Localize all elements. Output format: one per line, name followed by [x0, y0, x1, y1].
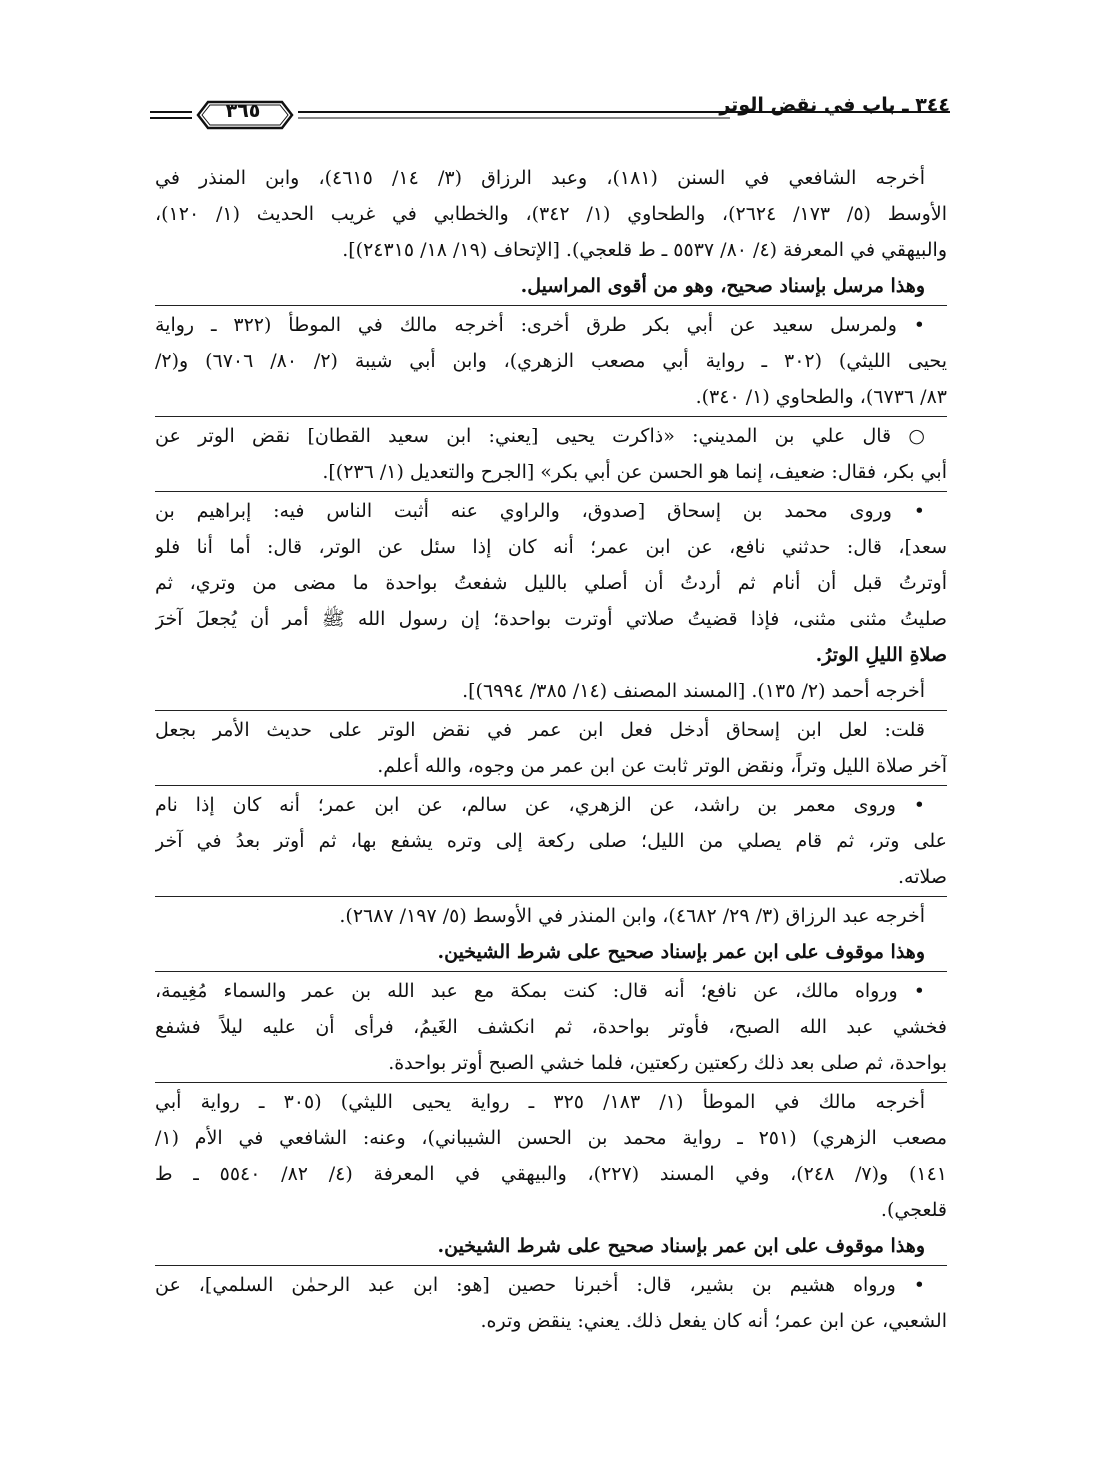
separator — [155, 416, 947, 417]
text-line: • وروى معمر بن راشد، عن الزهري، عن سالم، عن ابن عمر؛ أنه كان إذا نام — [155, 794, 925, 816]
separator — [155, 785, 947, 786]
paragraph — [155, 973, 947, 1081]
separator — [155, 1265, 947, 1266]
separator — [155, 896, 947, 897]
chapter-title: ٣٤٤ ـ باب في نقض الوتر — [719, 94, 950, 116]
verdict-line — [155, 934, 947, 970]
text-line: صلاته. — [898, 866, 947, 888]
text-line: بواحدة، ثم صلى بعد ذلك ركعتين ركعتين، فلما خشي الصبح أوتر بواحدة. — [388, 1052, 947, 1074]
separator — [155, 710, 947, 711]
text-line: ٨٣/ ٦٧٣٦)، والطحاوي (١/ ٣٤٠). — [695, 386, 947, 408]
separator — [155, 491, 947, 492]
text-line: • ولمرسل سعيد عن أبي بكر طرق أخرى: أخرجه مالك في الموطأ (٣٢٢ ـ رواية — [155, 314, 925, 336]
text-line: قلعجي). — [880, 1199, 947, 1221]
text-line: مصعب الزهري) (٢٥١ ـ رواية محمد بن الحسن الشيباني)، وعنه: الشافعي في الأم (١/ — [155, 1127, 947, 1149]
text-line: على وتر، ثم قام يصلي من الليل؛ صلى ركعة إلى وتره يشفع بها، ثم أوتر بعدُ في آخر — [155, 830, 947, 852]
text-line: أخرجه عبد الرزاق (٣/ ٢٩/ ٤٦٨٢)، وابن المنذر في الأوسط (٥/ ١٩٧/ ٢٦٨٧). — [339, 905, 925, 927]
text-line: آخر صلاة الليل وتراً، ونقض الوتر ثابت عن ابن عمر من وجوه، والله أعلم. — [377, 755, 947, 777]
paragraph — [155, 418, 947, 490]
paragraph — [155, 1267, 947, 1339]
paragraph — [155, 1084, 947, 1228]
text-line: • ورواه مالك، عن نافع؛ أنه قال: كنت بمكة مع عبد الله بن عمر والسماء مُغِيمة، — [155, 980, 925, 1002]
page-body — [155, 160, 947, 1339]
page-header — [150, 88, 950, 138]
paragraph — [155, 673, 947, 709]
text-line: أخرجه أحمد (٢/ ١٣٥). [المسند المصنف (١٤/ ٣٨٥/ ٦٩٩٤)]. — [462, 680, 925, 702]
page-number: ٣٦٥ — [225, 100, 261, 122]
text-line: أخرجه الشافعي في السنن (١٨١)، وعبد الرزاق (٣/ ١٤/ ٤٦١٥)، وابن المنذر في — [155, 167, 925, 189]
text-line: وهذا موقوف على ابن عمر بإسناد صحيح على شرط الشيخين. — [437, 941, 925, 963]
paragraph — [155, 712, 947, 784]
text-line: سعد]، قال: حدثني نافع، عن ابن عمر؛ أنه كان إذا سئل عن الوتر، قال: أما أنا فلو — [155, 536, 947, 558]
text-line: ○ قال علي بن المديني: «ذاكرت يحيى [يعني: ابن سعيد القطان] نقض الوتر عن — [155, 425, 925, 447]
text-line: وهذا مرسل بإسناد صحيح، وهو من أقوى المراسيل. — [520, 275, 925, 297]
paragraph — [155, 160, 947, 268]
text-line: الأوسط (٥/ ١٧٣/ ٢٦٢٤)، والطحاوي (١/ ٣٤٢)، والخطابي في غريب الحديث (١/ ١٢٠)، — [155, 203, 947, 225]
text-line: أوترتُ قبل أن أنام ثم أردتُ أن أصلي بالليل شفعتُ بواحدة ما مضى من وتري، ثم — [155, 572, 947, 594]
text-line: صلاةِ الليلِ الوترُ. — [815, 644, 947, 666]
text-line: أخرجه مالك في الموطأ (١/ ١٨٣/ ٣٢٥ ـ رواية يحيى الليثي) (٣٠٥ ـ رواية أبي — [155, 1091, 925, 1113]
separator — [155, 971, 947, 972]
text-line: ١٤١) و(٧/ ٢٤٨)، وفي المسند (٢٢٧)، والبيهقي في المعرفة (٤/ ٨٢/ ٥٥٤٠ ـ ط — [155, 1163, 947, 1185]
text-line: • وروى محمد بن إسحاق [صدوق، والراوي عنه أثبت الناس فيه: إبراهيم بن — [155, 500, 925, 522]
separator — [155, 305, 947, 306]
verdict-line — [155, 268, 947, 304]
paragraph — [155, 493, 947, 673]
paragraph — [155, 307, 947, 415]
paragraph — [155, 898, 947, 934]
verdict-line — [155, 1228, 947, 1264]
text-line: قلت: لعل ابن إسحاق أدخل فعل ابن عمر في نقض الوتر على حديث الأمر بجعل — [155, 719, 925, 741]
text-line: يحيى الليثي) (٣٠٢ ـ رواية أبي مصعب الزهري)، وابن أبي شيبة (٢/ ٨٠/ ٦٧٠٦) و(٢/ — [155, 350, 947, 372]
text-line: والبيهقي في المعرفة (٤/ ٨٠/ ٥٥٣٧ ـ ط قلعجي). [الإتحاف (١٩/ ١٨/ ٢٤٣١٥)]. — [342, 239, 947, 261]
text-line: صليتُ مثنى مثنى، فإذا قضيتُ صلاتي أوترت بواحدة؛ إن رسول الله ﷺ أمر أن يُجعلَ آخرَ — [155, 608, 947, 630]
paragraph — [155, 787, 947, 895]
text-line: فخشي عبد الله الصبح، فأوتر بواحدة، ثم انكشف الغَيمُ، فرأى أن عليه ليلاً فشفع — [155, 1016, 947, 1038]
separator — [155, 1082, 947, 1083]
text-line: • ورواه هشيم بن بشير، قال: أخبرنا حصين [هو: ابن عبد الرحمٰن السلمي]، عن — [155, 1274, 925, 1296]
text-line: وهذا موقوف على ابن عمر بإسناد صحيح على شرط الشيخين. — [437, 1235, 925, 1257]
text-line: الشعبي، عن ابن عمر؛ أنه كان يفعل ذلك. يعني: ينقض وتره. — [480, 1310, 947, 1332]
text-line: أبي بكر، فقال: ضعيف، إنما هو الحسن عن أبي بكر» [الجرح والتعديل (١/ ٢٣٦)]. — [322, 461, 947, 483]
